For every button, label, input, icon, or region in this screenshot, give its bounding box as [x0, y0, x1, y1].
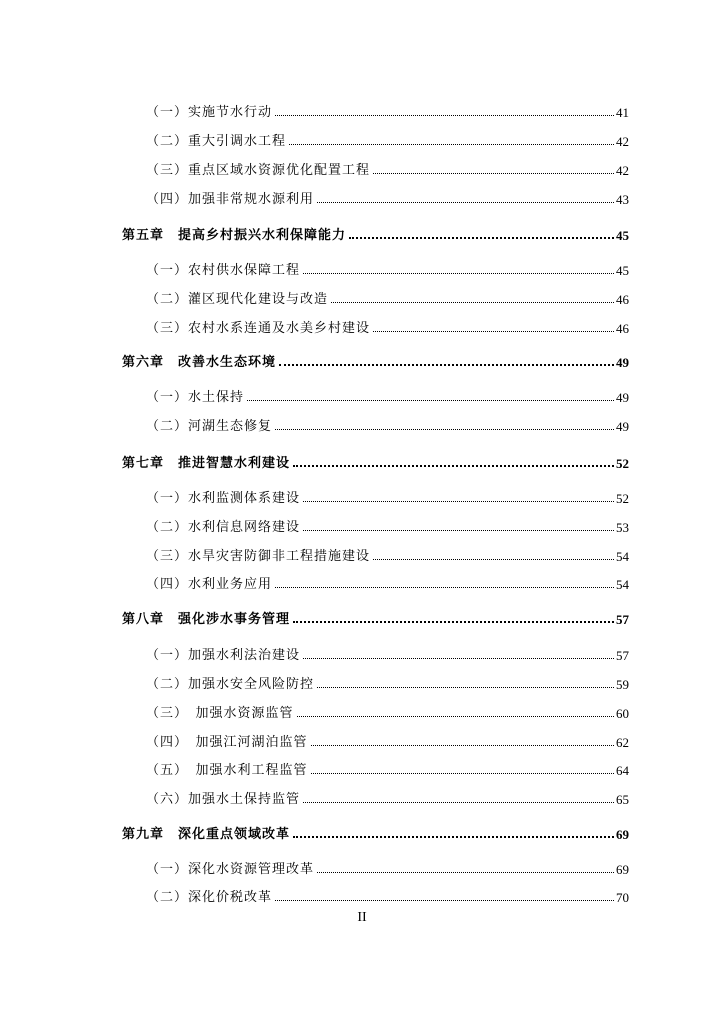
dot-leader: [373, 559, 614, 560]
toc-page-number: 54: [616, 549, 629, 564]
toc-entry[interactable]: [0, 155, 724, 177]
dot-leader: [275, 900, 614, 901]
toc-page-number: 54: [616, 577, 629, 592]
dot-leader: [317, 872, 614, 873]
toc-page-number: 57: [616, 612, 629, 627]
dot-leader: [297, 716, 614, 717]
dot-leader: [275, 587, 614, 588]
toc-page-number: 45: [616, 263, 629, 278]
toc-chapter-title: 第九章 深化重点领域改革: [122, 827, 291, 842]
toc-entry-title: （二）水利信息网络建设: [146, 520, 301, 535]
dot-leader: [303, 501, 614, 502]
toc-entry[interactable]: [0, 284, 724, 306]
toc-page-number: 49: [616, 355, 629, 370]
dot-leader: [293, 465, 614, 467]
toc-chapter-entry[interactable]: [0, 819, 724, 841]
toc-entry-title: （三） 加强水资源监管: [146, 706, 294, 721]
toc-entry[interactable]: [0, 569, 724, 591]
toc-entry[interactable]: [0, 512, 724, 534]
toc-entry-title: （六）加强水土保持监管: [146, 792, 301, 807]
dot-leader: [373, 331, 614, 332]
toc-page-number: 57: [616, 648, 629, 663]
toc-entry[interactable]: [0, 755, 724, 777]
toc-chapter-entry[interactable]: [0, 347, 724, 369]
toc-page-number: 49: [616, 390, 629, 405]
toc-chapter-entry[interactable]: [0, 604, 724, 626]
toc-entry-title: （四）水利业务应用: [146, 577, 273, 592]
toc-chapter-entry[interactable]: [0, 448, 724, 470]
dot-leader: [373, 173, 614, 174]
dot-leader: [247, 400, 614, 401]
dot-leader: [279, 364, 614, 366]
toc-page-number: 64: [616, 763, 629, 778]
dot-leader: [317, 202, 614, 203]
toc-page-number: 52: [616, 491, 629, 506]
toc-entry-title: （四） 加强江河湖泊监管: [146, 735, 308, 750]
dot-leader: [303, 802, 614, 803]
toc-entry-title: （二）加强水安全风险防控: [146, 677, 315, 692]
dot-leader: [311, 773, 614, 774]
toc-entry-title: （二）重大引调水工程: [146, 134, 287, 149]
toc-entry[interactable]: [0, 255, 724, 277]
toc-page-number: 69: [616, 862, 629, 877]
toc-page-number: 41: [616, 105, 629, 120]
toc-page-number: 59: [616, 677, 629, 692]
toc-page-number: 53: [616, 520, 629, 535]
toc-page-number: 60: [616, 706, 629, 721]
toc-entry[interactable]: [0, 313, 724, 335]
toc-entry[interactable]: [0, 97, 724, 119]
dot-leader: [303, 530, 614, 531]
toc-entry[interactable]: [0, 541, 724, 563]
toc-entry-title: （四）加强非常规水源利用: [146, 192, 315, 207]
toc-entry-title: （一）加强水利法治建设: [146, 648, 301, 663]
toc-entry-title: （一）水利监测体系建设: [146, 491, 301, 506]
toc-page-number: 45: [616, 228, 629, 243]
toc-entry-title: （一）农村供水保障工程: [146, 263, 301, 278]
dot-leader: [317, 687, 614, 688]
dot-leader: [293, 836, 614, 838]
toc-entry[interactable]: [0, 784, 724, 806]
toc-page-number: 69: [616, 827, 629, 842]
toc-chapter-title: 第七章 推进智慧水利建设: [122, 456, 291, 471]
toc-entry-title: （一）深化水资源管理改革: [146, 862, 315, 877]
toc-entry[interactable]: [0, 640, 724, 662]
toc-entry-title: （三）重点区域水资源优化配置工程: [146, 163, 371, 178]
dot-leader: [331, 302, 614, 303]
toc-entry[interactable]: [0, 727, 724, 749]
toc-page-number: 52: [616, 456, 629, 471]
dot-leader: [311, 745, 614, 746]
toc-entry-title: （一）实施节水行动: [146, 105, 273, 120]
toc-page-number: 42: [616, 134, 629, 149]
toc-page-number: 43: [616, 192, 629, 207]
toc-entry[interactable]: [0, 698, 724, 720]
toc-entry[interactable]: [0, 483, 724, 505]
toc-entry-title: （二）灌区现代化建设与改造: [146, 292, 329, 307]
toc-entry-title: （三）水旱灾害防御非工程措施建设: [146, 549, 371, 564]
toc-page-number: 42: [616, 163, 629, 178]
toc-page-number: 65: [616, 792, 629, 807]
toc-entry-title: （一）水土保持: [146, 390, 245, 405]
toc-entry[interactable]: [0, 882, 724, 904]
toc-entry[interactable]: [0, 382, 724, 404]
toc-entry[interactable]: [0, 411, 724, 433]
toc-entry[interactable]: [0, 854, 724, 876]
toc-page-number: 46: [616, 292, 629, 307]
toc-entry-title: （二）河湖生态修复: [146, 419, 273, 434]
toc-chapter-entry[interactable]: [0, 220, 724, 242]
dot-leader: [303, 273, 614, 274]
dot-leader: [289, 144, 614, 145]
dot-leader: [303, 658, 614, 659]
toc-page-number: 62: [616, 735, 629, 750]
dot-leader: [275, 429, 614, 430]
dot-leader: [349, 237, 614, 239]
dot-leader: [293, 621, 614, 623]
toc-page-number: 46: [616, 321, 629, 336]
dot-leader: [275, 115, 614, 116]
toc-entry[interactable]: [0, 184, 724, 206]
toc-entry-title: （三）农村水系连通及水美乡村建设: [146, 321, 371, 336]
page-footer-number: II: [357, 910, 367, 925]
toc-chapter-title: 第五章 提高乡村振兴水利保障能力: [122, 228, 347, 243]
toc-entry[interactable]: [0, 126, 724, 148]
toc-chapter-title: 第六章 改善水生态环境: [122, 355, 277, 370]
toc-chapter-title: 第八章 强化涉水事务管理: [122, 612, 291, 627]
toc-entry-title: （五） 加强水利工程监管: [146, 763, 308, 778]
toc-page-number: 49: [616, 419, 629, 434]
toc-entry[interactable]: [0, 669, 724, 691]
toc-entry-title: （二）深化价税改革: [146, 890, 273, 905]
toc-page-number: 70: [616, 890, 629, 905]
